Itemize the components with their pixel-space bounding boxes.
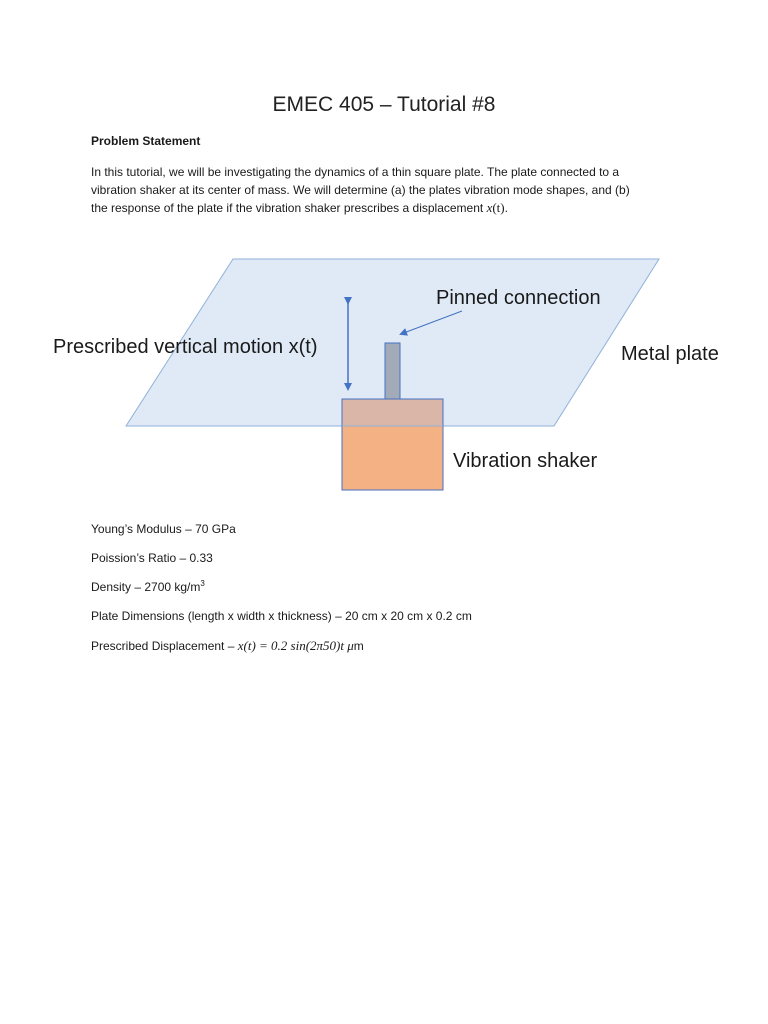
label-pinned-connection: Pinned connection (436, 287, 601, 309)
label-vibration-shaker: Vibration shaker (453, 450, 598, 472)
label-metal-plate: Metal plate (621, 343, 719, 365)
paragraph-line-1: In this tutorial, we will be investigating the dynamics of a thin square plate. The plate connected to a (91, 165, 620, 179)
displacement-symbol-var: x (486, 200, 493, 215)
property-prescribed-displacement (91, 638, 364, 654)
density-exponent: 3 (200, 579, 205, 588)
pinned-connection-rod (385, 343, 400, 399)
property-density (91, 580, 205, 594)
displacement-equation: x(t) = 0.2 sin(2π50)t μ (237, 638, 354, 653)
property-poissons-ratio: Poission’s Ratio – 0.33 (91, 551, 213, 565)
paragraph-line-3-text: the response of the plate if the vibration shaker prescribes a displacement (91, 201, 487, 215)
displacement-symbol (487, 200, 505, 215)
paragraph-line-3-end: . (504, 201, 508, 215)
paragraph-line-3 (91, 199, 691, 217)
problem-paragraph (91, 163, 691, 217)
displacement-label: Prescribed Displacement – (91, 639, 238, 653)
displacement-symbol-arg: (t) (492, 200, 505, 215)
density-text: Density – 2700 kg/m (91, 580, 201, 594)
paragraph-line-2: vibration shaker at its center of mass. We will determine (a) the plates vibration mode shapes, and (b) (91, 183, 630, 197)
problem-statement-heading: Problem Statement (91, 134, 201, 148)
document-title: EMEC 405 – Tutorial #8 (272, 93, 496, 116)
property-youngs-modulus: Young’s Modulus – 70 GPa (91, 522, 236, 536)
label-prescribed-motion: Prescribed vertical motion x(t) (53, 336, 318, 358)
vibration-shaker-top (342, 399, 443, 426)
displacement-unit: m (353, 639, 364, 653)
property-plate-dimensions: Plate Dimensions (length x width x thickness) – 20 cm x 20 cm x 0.2 cm (91, 609, 472, 623)
plate-shaker-diagram (0, 240, 768, 500)
